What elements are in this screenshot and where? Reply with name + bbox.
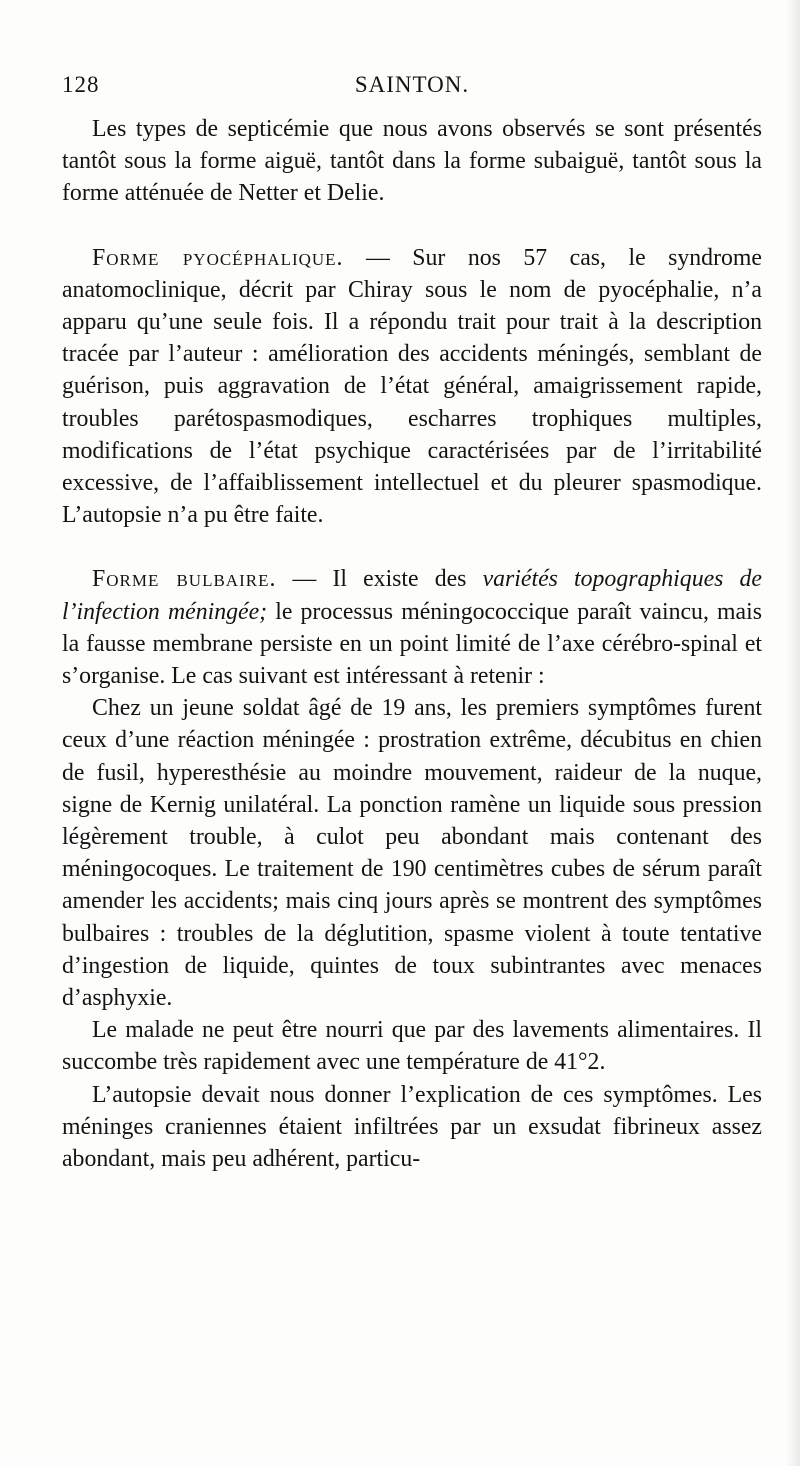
running-head xyxy=(62,72,762,106)
running-title: SAINTON. xyxy=(354,72,470,97)
body-text xyxy=(62,113,762,1175)
heading-dash: — xyxy=(343,244,413,271)
italic-phrase: variétés topographiques de l’infection méningée; xyxy=(62,566,762,625)
paragraph-text: Le malade ne peut être nourri que par des lavements alimentaires. Il succombe très rapidement avec une température de 41°2. xyxy=(62,1017,762,1076)
paragraph-case-soldat xyxy=(62,692,762,1014)
paragraph-septicemie xyxy=(62,113,762,210)
paragraph-text: L’autopsie devait nous donner l’explication de ces symptômes. Les méninges craniennes étaient infiltrées par un exsudat fibrineux assez abondant, mais peu adhérent, particu- xyxy=(62,1081,762,1173)
paragraph-forme-bulbaire xyxy=(62,563,762,692)
page-number: 128 xyxy=(62,72,100,97)
paragraph-autopsie xyxy=(62,1079,762,1176)
paragraph-text: le processus méningococcique paraît vaincu, mais la fausse membrane persiste en un point limité de l’axe cérébro-spinal et s’organise. Le cas suivant est intéressant à retenir : xyxy=(62,598,762,690)
page-edge-shadow xyxy=(786,0,800,1466)
paragraph-malade xyxy=(62,1014,762,1078)
paragraph-forme-pyocephalique xyxy=(62,242,762,532)
section-heading: Forme bulbaire. xyxy=(92,566,277,593)
paragraph-text: Il existe des xyxy=(332,566,483,593)
heading-dash: — xyxy=(276,566,333,593)
paragraph-text: Sur nos 57 cas, le syndrome anatomoclinique, décrit par Chiray sous le nom de pyocéphalie, n’a apparu qu’une seule fois. Il a répondu trait pour trait à la description tracée par l’auteur : amélioration des accidents méningés, semblant de guérison, puis aggravation de l’état général, amaigrissement rapide, troubles parétospasmodiques, escharres trophiques multiples, modifications de l’état psychique caractérisées par de l’irritabilité excessive, de l’affaiblissement intellectuel et du pleurer spasmodique. L’autopsie n’a pu être faite. xyxy=(62,244,762,529)
section-heading: Forme pyocéphalique. xyxy=(92,244,344,271)
paragraph-text: Chez un jeune soldat âgé de 19 ans, les premiers symptômes furent ceux d’une réaction méningée : prostration extrême, décubitus en chien de fusil, hyperesthésie au moindre mouvement, raideur de la nuque, signe de Kernig unilatéral. La ponction ramène un liquide sous pression légèrement trouble, à culot peu abondant mais contenant des méningocoques. Le traitement de 190 centimètres cubes de sérum paraît amender les accidents; mais cinq jours après se montrent des symptômes bulbaires : troubles de la déglutition, spasme violent à toute tentative d’ingestion de liquide, quintes de toux subintrantes avec menaces d’asphyxie. xyxy=(62,695,762,1012)
paragraph-text: Les types de septicémie que nous avons observés se sont présentés tantôt sous la forme aiguë, tantôt dans la forme subaiguë, tantôt sous la forme atténuée de Netter et Delie. xyxy=(62,116,762,207)
